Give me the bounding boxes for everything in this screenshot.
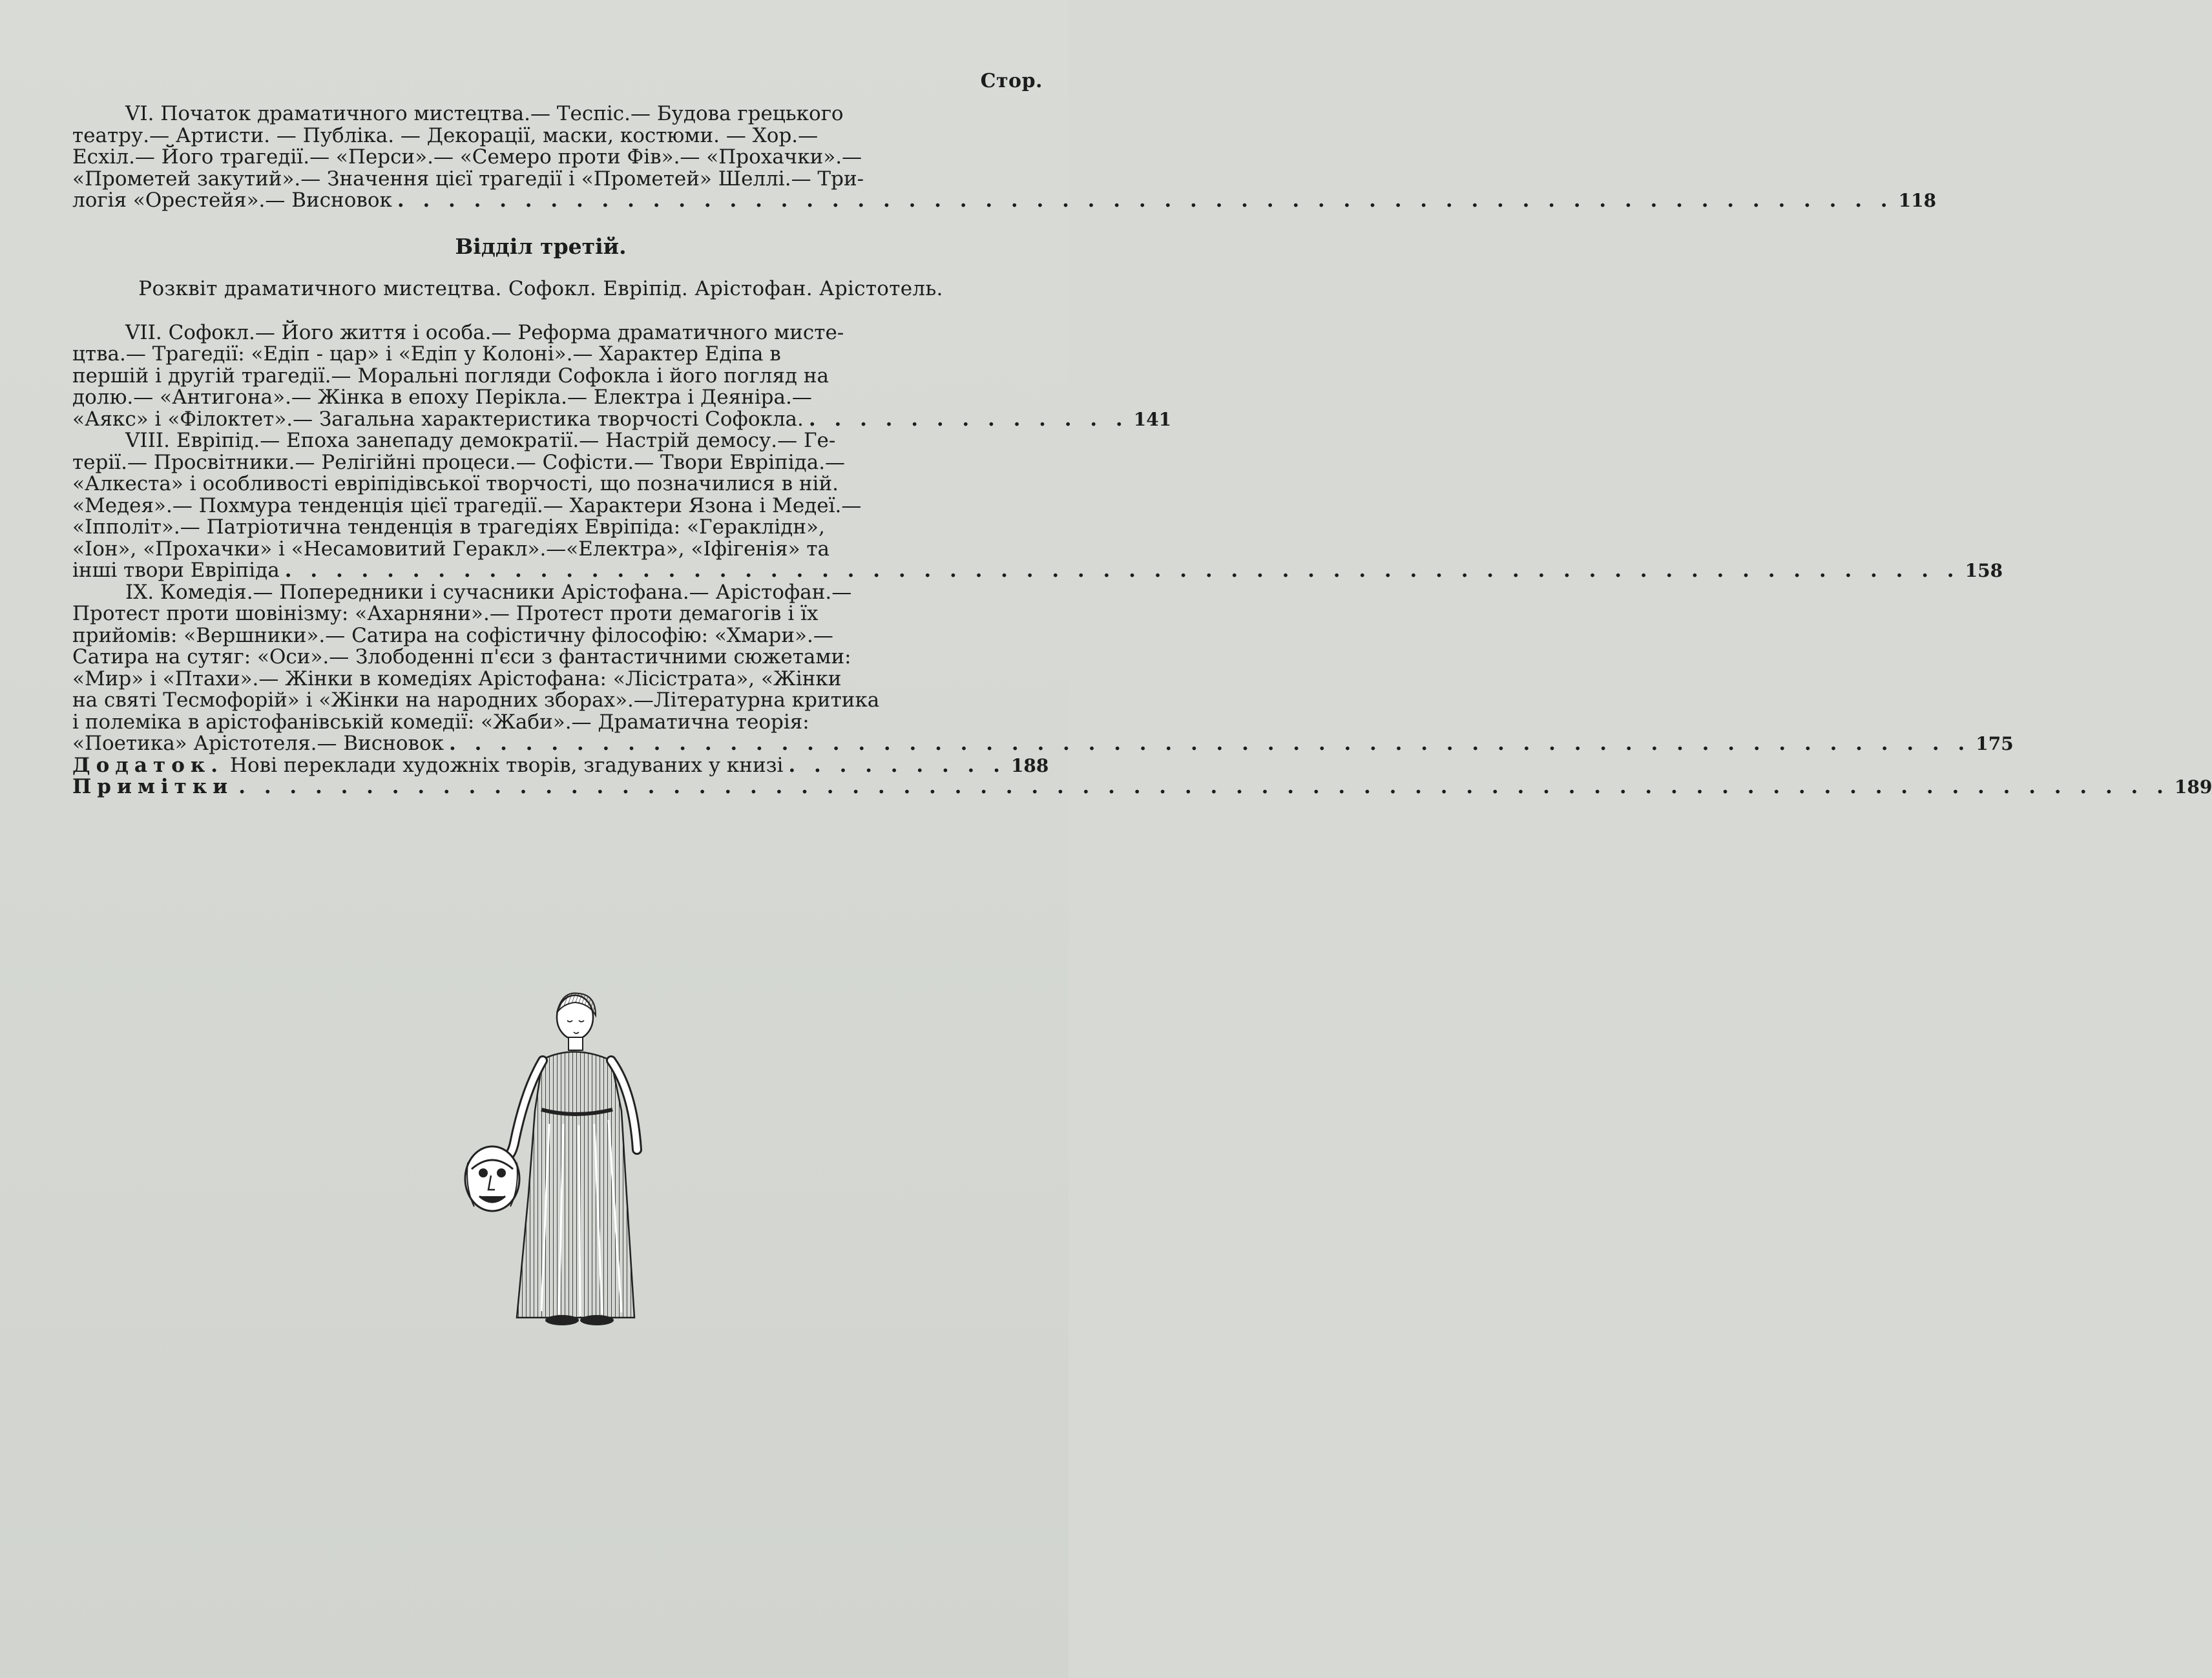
toc-entry-viii [72, 429, 2003, 582]
entry-line: VI. Початок драматичного мистецтва.— Теспіс.— Будова грецького [125, 102, 844, 125]
toc-entry-appendix [72, 753, 1049, 777]
muse-with-theater-mask-icon [452, 982, 685, 1343]
entry-line: «Прометей закутий».— Значення цієї трагедії і «Прометей» Шеллі.— Три- [72, 167, 864, 191]
entry-line: VIII. Евріпід.— Епоха занепаду демократії.— Настрій демосу.— Ге- [125, 429, 836, 452]
entry-line: Сатира на сутяг: «Оси».— Злободенні п'єси з фантастичними сюжетами: [72, 645, 851, 668]
entry-line: прийомів: «Вершники».— Сатира на софістичну філософію: «Хмари».— [72, 623, 833, 647]
entry-line: Есхіл.— Його трагедії.— «Перси».— «Семеро проти Фів».— «Прохачки».— [72, 145, 862, 169]
entry-line: VII. Софокл.— Його життя і особа.— Реформа драматичного мисте- [125, 320, 844, 344]
entry-line: «Поетика» Арістотеля.— Висновок [72, 732, 444, 755]
appendix-title: Нові переклади художніх творів, згадуваних у книзі [229, 753, 784, 777]
entry-last-line [72, 732, 2014, 755]
entry-line: інші твори Евріпіда [72, 559, 280, 582]
entry-line: терії.— Просвітники.— Релігійні процеси.— Софісти.— Твори Евріпіда.— [72, 450, 846, 474]
page-number: 175 [1976, 733, 2014, 754]
entry-last-line [72, 189, 1937, 212]
appendix-text-group [72, 755, 783, 777]
page-number: 189 [2174, 776, 2212, 798]
dot-leader: . . . . . . . . . . . . . . . . . . . . . . . . . . . . . . . . . . . . . . . . . . . . . . . . . . . . . . . . . . . [397, 189, 1894, 212]
entry-last-line [72, 559, 2003, 582]
entry-line: першій і другій трагедії.— Моральні погляди Софокла і його погляд на [72, 364, 830, 388]
notes-label: Примітки [72, 775, 234, 798]
entry-line: «Алкеста» і особливості евріпідівської творчості, що позначилися в ній. [72, 472, 839, 495]
toc-entry-ix [72, 580, 2014, 755]
entry-line: долю.— «Антигона».— Жінка в епоху Перікла.— Електра і Деяніра.— [72, 386, 812, 409]
section-subtitle: Розквіт драматичного мистецтва. Софокл. Евріпід. Арістофан. Арістотель. [138, 276, 943, 300]
entry-line: Протест проти шовінізму: «Ахарняни».— Протест проти демагогів і їх [72, 602, 819, 625]
entry-line: цтва.— Трагедії: «Едіп - цар» і «Едіп у Колоні».— Характер Едіпа в [72, 342, 781, 366]
toc-entry-vi [72, 102, 1937, 212]
section-heading: Відділ третій. [455, 233, 627, 259]
entry-line: «Іон», «Прохачки» і «Несамовитий Геракл».—«Електра», «Іфігенія» та [72, 537, 830, 561]
page-column-label: Стор. [980, 70, 1043, 92]
page-number: 118 [1898, 190, 1937, 211]
entry-line: «Аякс» і «Філоктет».— Загальна характеристика творчості Софокла. [72, 407, 804, 431]
entry-line: «Іпполіт».— Патріотична тенденція в трагедіях Евріпіда: «Гераклідн», [72, 515, 825, 539]
entry-line: «Мир» і «Птахи».— Жінки в комедіях Арістофана: «Лісістрата», «Жінки [72, 667, 842, 690]
dot-leader: . . . . . . . . . . . . . [808, 407, 1129, 431]
page-number: 141 [1133, 408, 1172, 430]
table-of-contents [72, 102, 2212, 798]
appendix-label: Додаток. [72, 753, 224, 777]
toc-entry-vii [72, 320, 1172, 431]
entry-line: IX. Комедія.— Попередники і сучасники Арістофана.— Арістофан.— [125, 580, 852, 604]
dot-leader: . . . . . . . . . [788, 753, 1006, 777]
dot-leader: . . . . . . . . . . . . . . . . . . . . . . . . . . . . . . . . . . . . . . . . . . . . . . . . . . . . . . . . . . . . [448, 732, 1971, 755]
entry-line: і полеміка в арістофанівській комедії: «Жаби».— Драматична теорія: [72, 710, 809, 734]
entry-last-line [72, 407, 1172, 431]
page-number: 158 [1965, 560, 2003, 581]
entry-line: «Медея».— Похмура тенденція цієї трагедії.— Характери Язона і Медеї.— [72, 493, 862, 517]
entry-line: театру.— Артисти. — Публіка. — Декорації, маски, костюми. — Хор.— [72, 123, 819, 147]
dot-leader: . . . . . . . . . . . . . . . . . . . . . . . . . . . . . . . . . . . . . . . . . . . . . . . . . . . . . . . . . . . . . . . . . . [284, 559, 1960, 582]
page-number: 188 [1010, 754, 1049, 776]
toc-entry-notes [72, 775, 2212, 798]
entry-last-line [72, 775, 2212, 798]
entry-last-line [72, 753, 1049, 777]
entry-line: логія «Орестейя».— Висновок [72, 189, 392, 212]
dot-leader: . . . . . . . . . . . . . . . . . . . . . . . . . . . . . . . . . . . . . . . . . . . . . . . . . . . . . . . . . . . . . . . . . . . . . . . . . . . . [238, 775, 2169, 798]
entry-line: на святі Тесмофорій» і «Жінки на народних зборах».—Літературна критика [72, 689, 880, 712]
